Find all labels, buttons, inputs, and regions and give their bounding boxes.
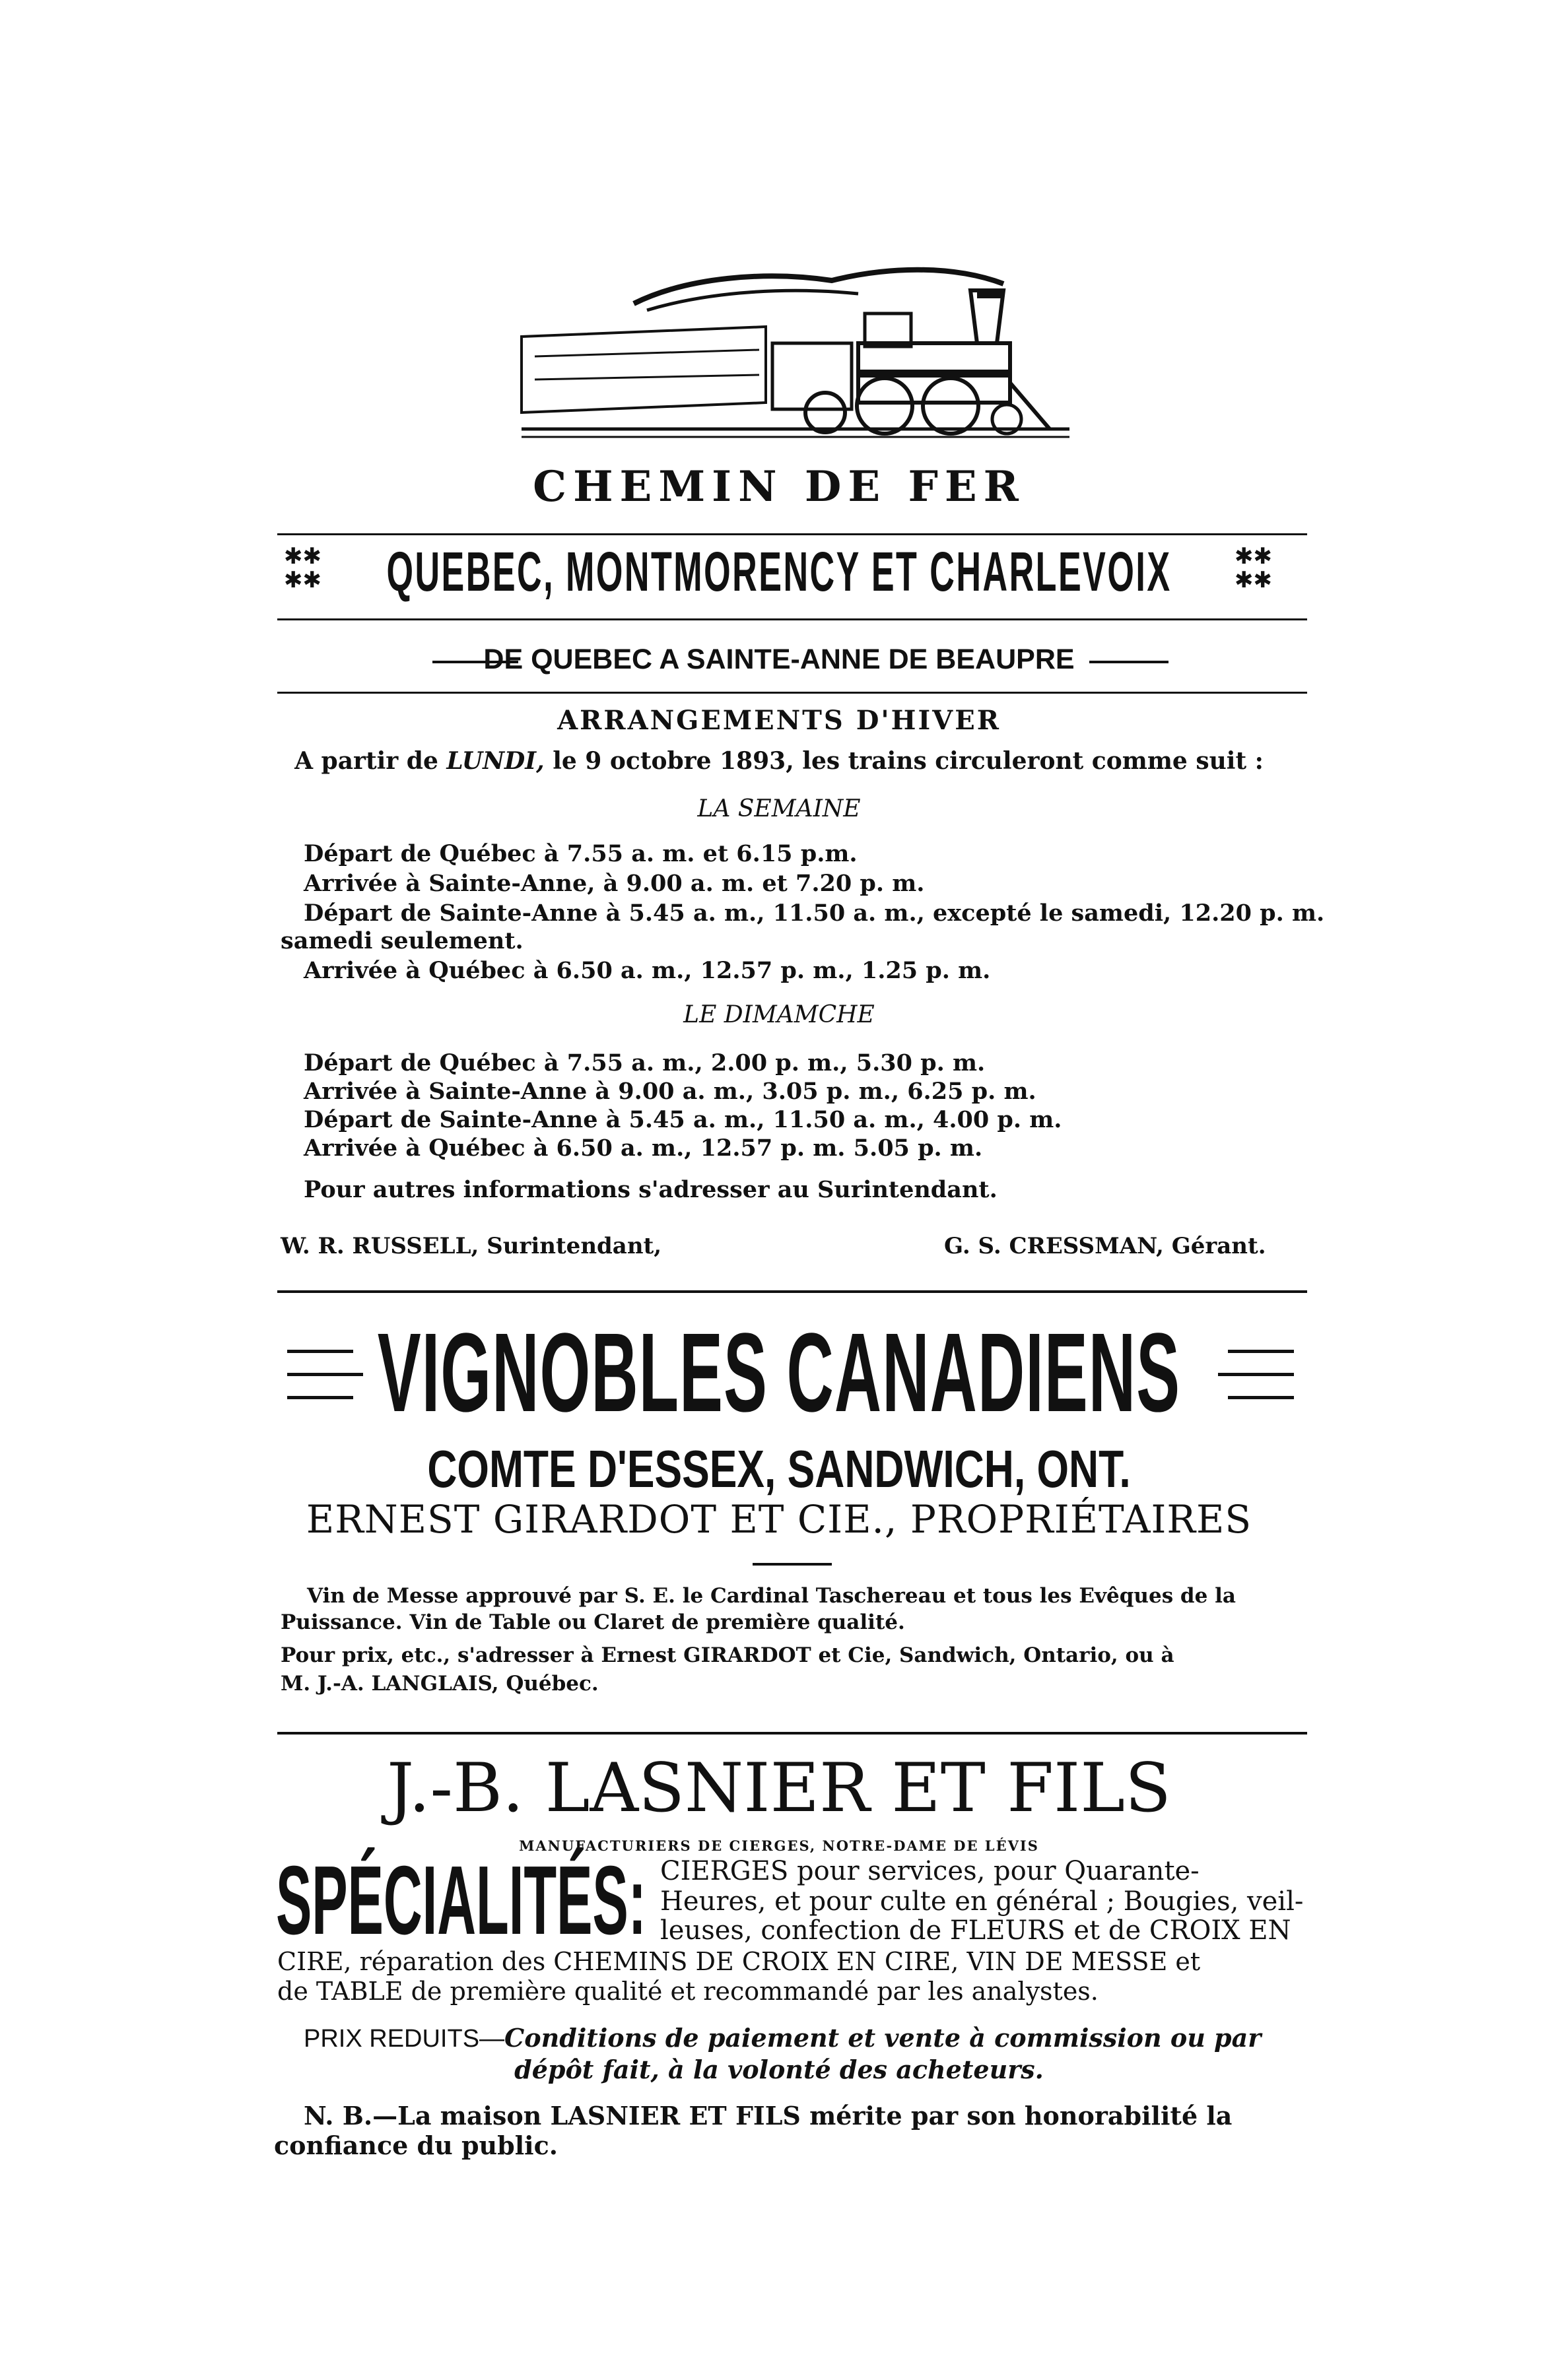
weekday-line: Départ de Québec à 7.55 a. m. et 6.15 p.m.: [304, 840, 858, 867]
vineyard-line: Pour prix, etc., s'adresser à Ernest GIRARDOT et Cie, Sandwich, Ontario, ou à: [281, 1643, 1174, 1667]
sunday-line: Départ de Québec à 7.55 a. m., 2.00 p. m., 5.30 p. m.: [304, 1049, 986, 1076]
railway-title: CHEMIN DE FER: [533, 462, 1025, 512]
locomotive-illustration: [515, 264, 1069, 455]
sunday-heading: LE DIMAMCHE: [683, 1001, 875, 1028]
railway-route: DE QUEBEC A SAINTE-ANNE DE BEAUPRE: [483, 644, 1075, 675]
divider: [277, 1290, 1307, 1293]
specialites-line: CIERGES pour services, pour Quarante-: [660, 1856, 1200, 1886]
season-heading: ARRANGEMENTS D'HIVER: [557, 705, 1001, 736]
sunday-line: Départ de Sainte-Anne à 5.45 a. m., 11.50 a. m., 4.00 p. m.: [304, 1106, 1062, 1133]
prix-text-2: dépôt fait, à la volonté des acheteurs.: [514, 2055, 1044, 2084]
weekday-line: Départ de Sainte-Anne à 5.45 a. m., 11.50 a. m., excepté le samedi, 12.20 p. m.: [304, 900, 1325, 927]
lasnier-body-line: de TABLE de première qualité et recommandé par les analystes.: [277, 1977, 1099, 2006]
specialites-line: leuses, confection de FLEURS et de CROIX EN: [660, 1915, 1291, 1946]
nb-line: N. B.—La maison LASNIER ET FILS mérite par son honorabilité la: [304, 2101, 1233, 2131]
lasnier-title: J.-B. LASNIER ET FILS: [387, 1749, 1171, 1828]
nb-line: confiance du public.: [274, 2131, 558, 2160]
lasnier-subtitle: MANUFACTURIERS DE CIERGES, NOTRE-DAME DE LÉVIS: [519, 1837, 1039, 1854]
dash-right: [1089, 661, 1168, 663]
vineyard-title: VIGNOBLES CANADIENS: [377, 1310, 1181, 1436]
vineyard-line: Vin de Messe approuvé par S. E. le Cardinal Taschereau et tous les Evêques de la: [307, 1584, 1236, 1608]
weekday-line: Arrivée à Sainte-Anne, à 9.00 a. m. et 7.20 p. m.: [304, 870, 925, 897]
intro-suffix: le 9 octobre 1893, les trains circuleront comme suit :: [544, 747, 1264, 775]
asterisk-ornament-left-icon: ✱✱ ✱✱: [284, 543, 322, 593]
railway-company: QUEBEC, MONTMORENCY ET CHARLEVOIX: [386, 541, 1172, 603]
sunday-line: Arrivée à Sainte-Anne à 9.00 a. m., 3.05 p. m., 6.25 p. m.: [304, 1078, 1036, 1105]
ornament-dash: [1228, 1350, 1294, 1353]
ornament-dash: [1228, 1396, 1294, 1399]
vineyard-line: M. J.-A. LANGLAIS, Québec.: [281, 1672, 599, 1696]
prix-line: [304, 2023, 1261, 2053]
superintendent: W. R. RUSSELL, Surintendant,: [281, 1233, 662, 1259]
info-line: Pour autres informations s'adresser au Surintendant.: [304, 1176, 998, 1203]
weekday-heading: LA SEMAINE: [697, 795, 861, 822]
divider: [277, 692, 1307, 694]
divider: [277, 618, 1307, 620]
divider: [277, 1732, 1307, 1735]
weekday-line: Arrivée à Québec à 6.50 a. m., 12.57 p. m., 1.25 p. m.: [304, 957, 991, 984]
prix-label: PRIX REDUITS—: [304, 2025, 505, 2053]
vineyard-owners: ERNEST GIRARDOT ET CIE., PROPRIÉTAIRES: [306, 1497, 1252, 1542]
intro-prefix: A partir de: [294, 747, 447, 775]
manager: G. S. CRESSMAN, Gérant.: [944, 1233, 1266, 1259]
divider: [277, 533, 1307, 535]
sunday-line: Arrivée à Québec à 6.50 a. m., 12.57 p. m. 5.05 p. m.: [304, 1135, 983, 1162]
ornament-dash: [1218, 1373, 1294, 1376]
specialites-label: SPÉCIALITÉS:: [276, 1846, 646, 1955]
prix-text: Conditions de paiement et vente à commission ou par: [504, 2023, 1262, 2053]
specialites-line: Heures, et pour culte en général ; Bougies, veil-: [660, 1886, 1304, 1917]
lasnier-body-line: CIRE, réparation des CHEMINS DE CROIX EN CIRE, VIN DE MESSE et: [277, 1947, 1201, 1976]
asterisk-ornament-right-icon: ✱✱ ✱✱: [1235, 543, 1272, 593]
intro-day: LUNDI,: [446, 747, 545, 775]
vineyard-location: COMTE D'ESSEX, SANDWICH, ONT.: [427, 1439, 1131, 1498]
intro-line: [0, 747, 1558, 775]
weekday-line: samedi seulement.: [281, 927, 524, 954]
short-rule: [753, 1563, 832, 1566]
vineyard-line: Puissance. Vin de Table ou Claret de première qualité.: [281, 1610, 905, 1634]
